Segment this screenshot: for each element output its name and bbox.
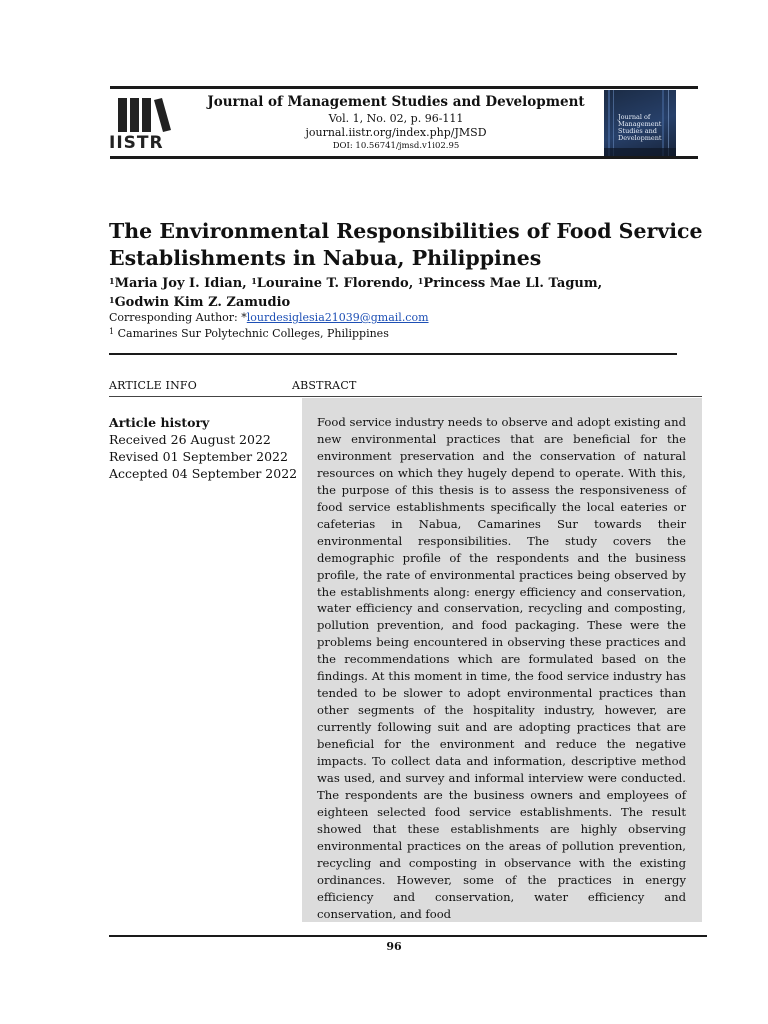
author-superscript: 1 — [251, 276, 257, 286]
author-name: Maria Joy I. Idian, — [114, 276, 252, 291]
revised-date: Revised 01 September 2022 — [109, 449, 288, 464]
header-top-rule — [110, 86, 698, 89]
footer-rule — [109, 935, 707, 937]
accepted-date: Accepted 04 September 2022 — [109, 466, 298, 481]
journal-info — [196, 94, 596, 153]
affiliation — [109, 327, 389, 341]
journal-volume: Vol. 1, No. 02, p. 96-111 — [328, 112, 464, 125]
section-separator-rule — [109, 353, 677, 355]
page-number: 96 — [386, 940, 402, 953]
received-date: Received 26 August 2022 — [109, 432, 271, 447]
abstract-heading: ABSTRACT — [292, 379, 357, 392]
author-list — [109, 274, 709, 312]
corresponding-author — [109, 311, 429, 325]
journal-title: Journal of Management Studies and Development — [207, 94, 585, 110]
journal-cover-image — [604, 90, 676, 156]
journal-url: journal.iistr.org/index.php/JMSD — [305, 126, 487, 139]
corresponding-email-link[interactable]: lourdesiglesia21039@gmail.com — [246, 311, 429, 324]
author-line-2 — [109, 293, 709, 312]
article-history — [109, 414, 299, 482]
history-title: Article history — [109, 415, 210, 430]
abstract-underline — [292, 396, 702, 397]
author-name: Godwin Kim Z. Zamudio — [114, 295, 291, 310]
author-line-1 — [109, 274, 709, 293]
author-superscript: 1 — [109, 276, 115, 286]
affiliation-superscript: 1 — [109, 327, 115, 336]
abstract-text: Food service industry needs to observe and adopt existing and new environmental practices that are beneficial for the environment preservation and the conservation of natural resources on which they hugely depend to operate. With this, the purpose of this thesis is to assess the responsiveness of food service establishments specifically the local eateries or cafeterias in Nabua, Camarines Sur towards their environmental responsibilities. The study covers the demographic profile of the respondents and the business profile, the rate of environmental practices being observed by the establishments along: energy efficiency and conservation, water efficiency and conservation, recycling and composting, pollution prevention, and food packaging. These were the problems being encountered in observing these practices and the recommendations which are formulated based on the findings. At this moment in time, the food service industry has tended to be slower to adopt environmental practices than other segments of the hospitality industry, however, are currently following suit and are adopting practices that are beneficial for the environment and reduce the negative impacts. To collect data and information, descriptive method was used, and survey and informal interview were conducted. The respondents are the business owners and employees of eighteen selected food service establishments. The result showed that these establishments are highly observing environmental practices on the areas of pollution prevention, recycling and composting in observance with the existing ordinances. However, some of the practices in energy efficiency and conservation, water efficiency and conservation, and food — [317, 415, 686, 921]
header-bottom-rule — [110, 156, 698, 159]
author-name: Princess Mae Ll. Tagum, — [423, 276, 603, 291]
cover-title: Journal of Management Studies and Development — [618, 113, 662, 142]
affiliation-text: Camarines Sur Polytechnic Colleges, Philippines — [114, 327, 389, 340]
article-title: The Environmental Responsibilities of Food Service Establishments in Nabua, Philippines — [109, 219, 703, 270]
abstract-box — [302, 398, 702, 922]
publisher-logo-text: IISTR — [109, 133, 164, 153]
corresponding-label: Corresponding Author: * — [109, 311, 247, 324]
journal-doi: DOI: 10.56741/jmsd.v1i02.95 — [332, 141, 460, 151]
author-name: Louraine T. Florendo, — [256, 276, 418, 291]
article-info-heading: ARTICLE INFO — [109, 379, 197, 392]
article-info-underline — [109, 396, 292, 397]
author-superscript: 1 — [417, 276, 424, 286]
author-superscript: 1 — [109, 295, 115, 305]
